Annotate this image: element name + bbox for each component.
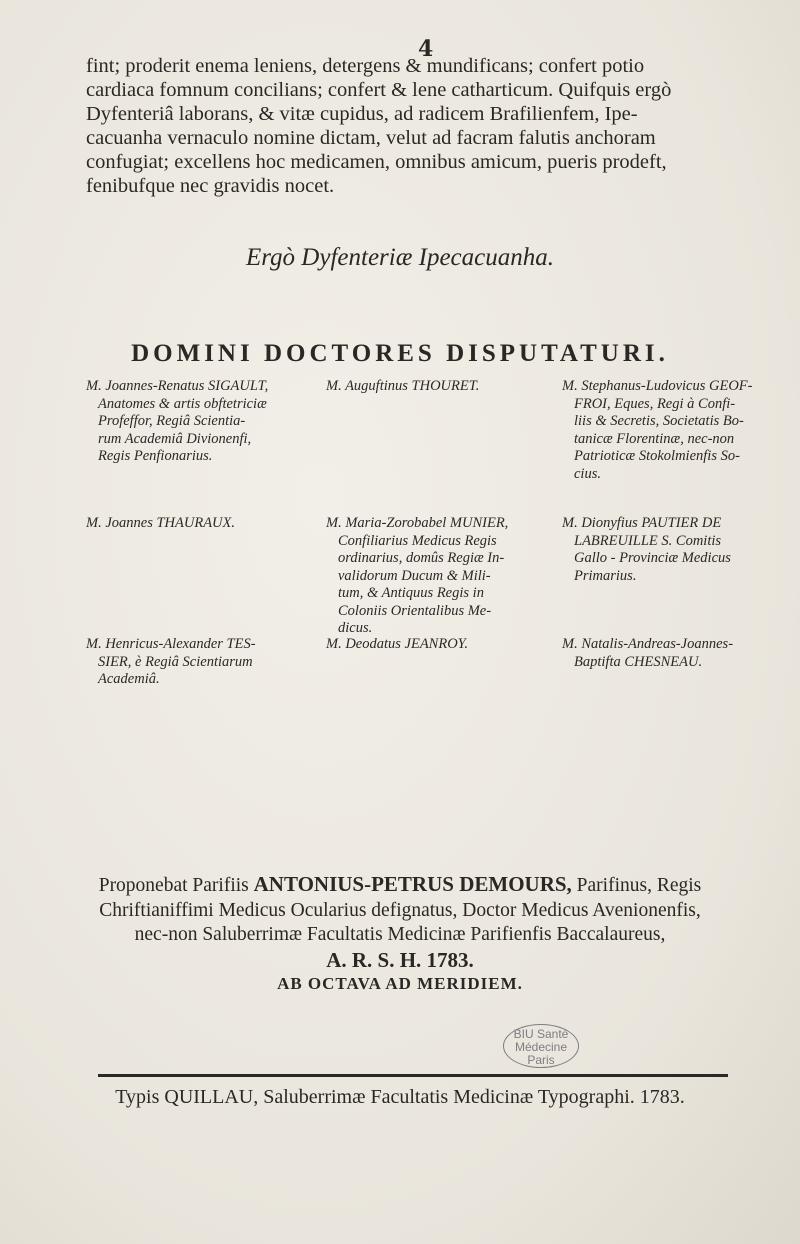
divider-rule [98,1074,728,1077]
doctor-line: SIER, è Regiâ Scientiarum [98,653,253,670]
doctor-line: Academiâ. [98,671,160,687]
doctor-line: Anatomes & artis obftetriciæ [98,395,267,412]
body-paragraph [86,54,786,198]
page-number: 4 [418,36,434,62]
doctor-line: validorum Ducum & Mili- [338,567,491,584]
stamp-line: Paris [527,1053,555,1067]
proposal-lead-post: Parifinus, Regis [576,875,702,896]
doctor-line: cius. [574,465,601,482]
proposal-year: A. R. S. H. 1783. [326,947,474,972]
body-line: Dyfenteriâ laborans, & vitæ cupidus, ad radicem Brafilienfem, Ipe- [86,103,638,125]
doctor-entry [86,515,308,533]
body-line: cardiaca fomnum concilians; confert & lene catharticum. Quifquis ergò [86,79,672,101]
doctor-line: M. Stephanus-Ludovicus GEOF- [562,378,753,394]
doctor-entry [562,515,792,585]
proposal-line-2: Chriftianiffimi Medicus Ocularius defignatus, Doctor Medicus Avenionenfis, [99,899,701,921]
doctor-line: FROI, Eques, Regi à Confi- [574,395,736,412]
body-line: fint; proderit enema leniens, detergens & mundificans; confert potio [86,55,645,77]
doctor-line: Profeffor, Regiâ Scientia- [98,413,246,429]
stamp-line: Médecine [514,1040,568,1054]
doctor-line: tum, & Antiquus Regis in [338,585,484,601]
doctor-line: M. Joannes-Renatus SIGAULT, [86,378,269,394]
doctor-line: M. Joannes THAURAUX. [86,515,236,531]
doctor-entry [562,636,792,671]
proposal-time: AB OCTAVA AD MERIDIEM. [277,974,523,993]
doctor-line: Primarius. [574,567,637,584]
doctor-line: tanicæ Florentinæ, nec-non [574,430,735,447]
doctor-entry [326,636,548,654]
doctor-entry [562,378,792,483]
doctors-heading: DOMINI DOCTORES DISPUTATURI. [131,340,669,367]
doctor-entry [86,636,308,689]
library-stamp [503,1024,579,1068]
doctor-line: M. Deodatus JEANROY. [326,636,469,652]
body-line: cacuanha vernaculo nomine dictam, velut ad facram falutis anchoram [86,127,656,149]
doctor-line: LABREUILLE S. Comitis [574,532,722,549]
proposal-lead [0,872,800,899]
conclusion-line: Ergò Dyfenteriæ Ipecacuanha. [245,244,555,271]
doctor-line: M. Natalis-Andreas-Joannes- [562,636,734,652]
body-line: confugiat; excellens hoc medicamen, omnibus amicum, pueris prodeft, [86,151,667,173]
doctor-line: Regis Penfionarius. [98,448,213,464]
doctor-entry [326,515,548,638]
proposal-lead-pre: Proponebat Parifiis [98,875,249,896]
proposal-line-3: nec-non Saluberrimæ Facultatis Medicinæ Parifienfis Baccalaureus, [134,924,666,945]
doctor-line: M. Henricus-Alexander TES- [86,636,256,652]
doctor-line: M. Dionyfius PAUTIER DE [562,515,722,531]
printer-imprint: Typis QUILLAU, Saluberrimæ Facultatis Medicinæ Typographi. 1783. [115,1086,685,1108]
doctor-entry [86,378,308,466]
doctor-line: Patrioticæ Stokolmienfis So- [574,448,740,464]
doctor-line: M. Maria-Zorobabel MUNIER, [326,515,509,531]
doctor-line: Baptifta CHESNEAU. [574,653,703,670]
body-line: fenibufque nec gravidis nocet. [86,175,335,197]
doctor-line: Confiliarius Medicus Regis [338,532,497,549]
doctor-line: Gallo - Provinciæ Medicus [574,550,731,566]
doctor-line: M. Auguftinus THOURET. [326,378,480,394]
doctor-line: rum Academiâ Divionenfi, [98,430,252,447]
doctor-entry [326,378,548,396]
stamp-line: BIU Santé [513,1027,569,1041]
defender-name: ANTONIUS-PETRUS DEMOURS, [253,872,572,896]
proposal-block [0,872,800,997]
doctor-line: dicus. [338,620,373,636]
doctor-line: Coloniis Orientalibus Me- [338,602,492,619]
doctor-line: ordinarius, domûs Regiæ In- [338,550,505,566]
doctor-line: liis & Secretis, Societatis Bo- [574,413,744,429]
